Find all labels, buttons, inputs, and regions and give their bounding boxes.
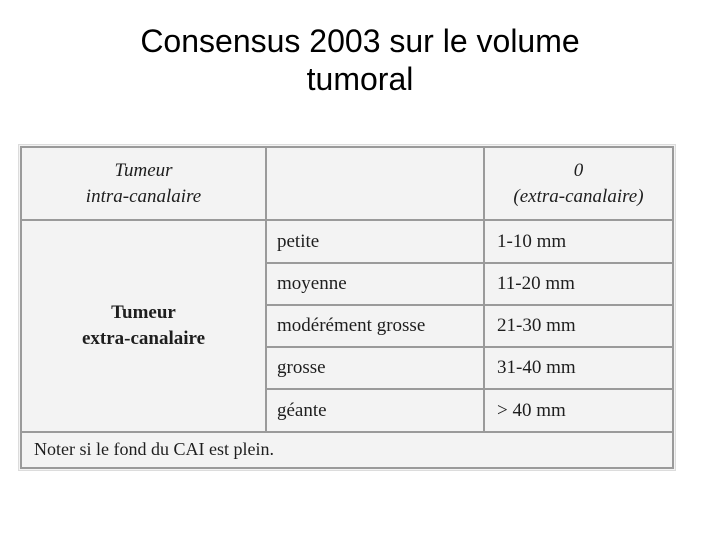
cell-intra-label (21, 147, 266, 220)
scanned-table-image (18, 144, 676, 471)
intra-value-line-1: 0 (573, 159, 584, 181)
cell-intra-value (484, 147, 673, 220)
slide-title-line-1: Consensus 2003 sur le volume (140, 23, 580, 59)
intra-value-line-2: (extra-canalaire) (513, 185, 644, 207)
size-label: géante (266, 389, 484, 431)
size-range: 1-10 mm (484, 220, 673, 262)
cell-empty (266, 147, 484, 220)
size-range: 11-20 mm (484, 263, 673, 305)
size-range: > 40 mm (484, 389, 673, 431)
intra-label-line-1: Tumeur (114, 159, 173, 181)
size-label: grosse (266, 347, 484, 389)
table-row (21, 220, 673, 262)
table-note: Noter si le fond du CAI est plein. (21, 432, 673, 468)
tumor-volume-table (20, 146, 674, 469)
size-label: petite (266, 220, 484, 262)
size-label: modérément grosse (266, 305, 484, 347)
slide-title (40, 22, 680, 98)
slide-title-line-2: tumoral (306, 61, 414, 97)
extra-label-line-1: Tumeur (111, 302, 176, 324)
intra-label-line-2: intra-canalaire (85, 185, 202, 207)
table-row-note (21, 432, 673, 468)
size-range: 31-40 mm (484, 347, 673, 389)
size-label: moyenne (266, 263, 484, 305)
extra-label-line-2: extra-canalaire (81, 328, 206, 350)
size-range: 21-30 mm (484, 305, 673, 347)
table-row-intra (21, 147, 673, 220)
cell-extra-label (21, 220, 266, 431)
